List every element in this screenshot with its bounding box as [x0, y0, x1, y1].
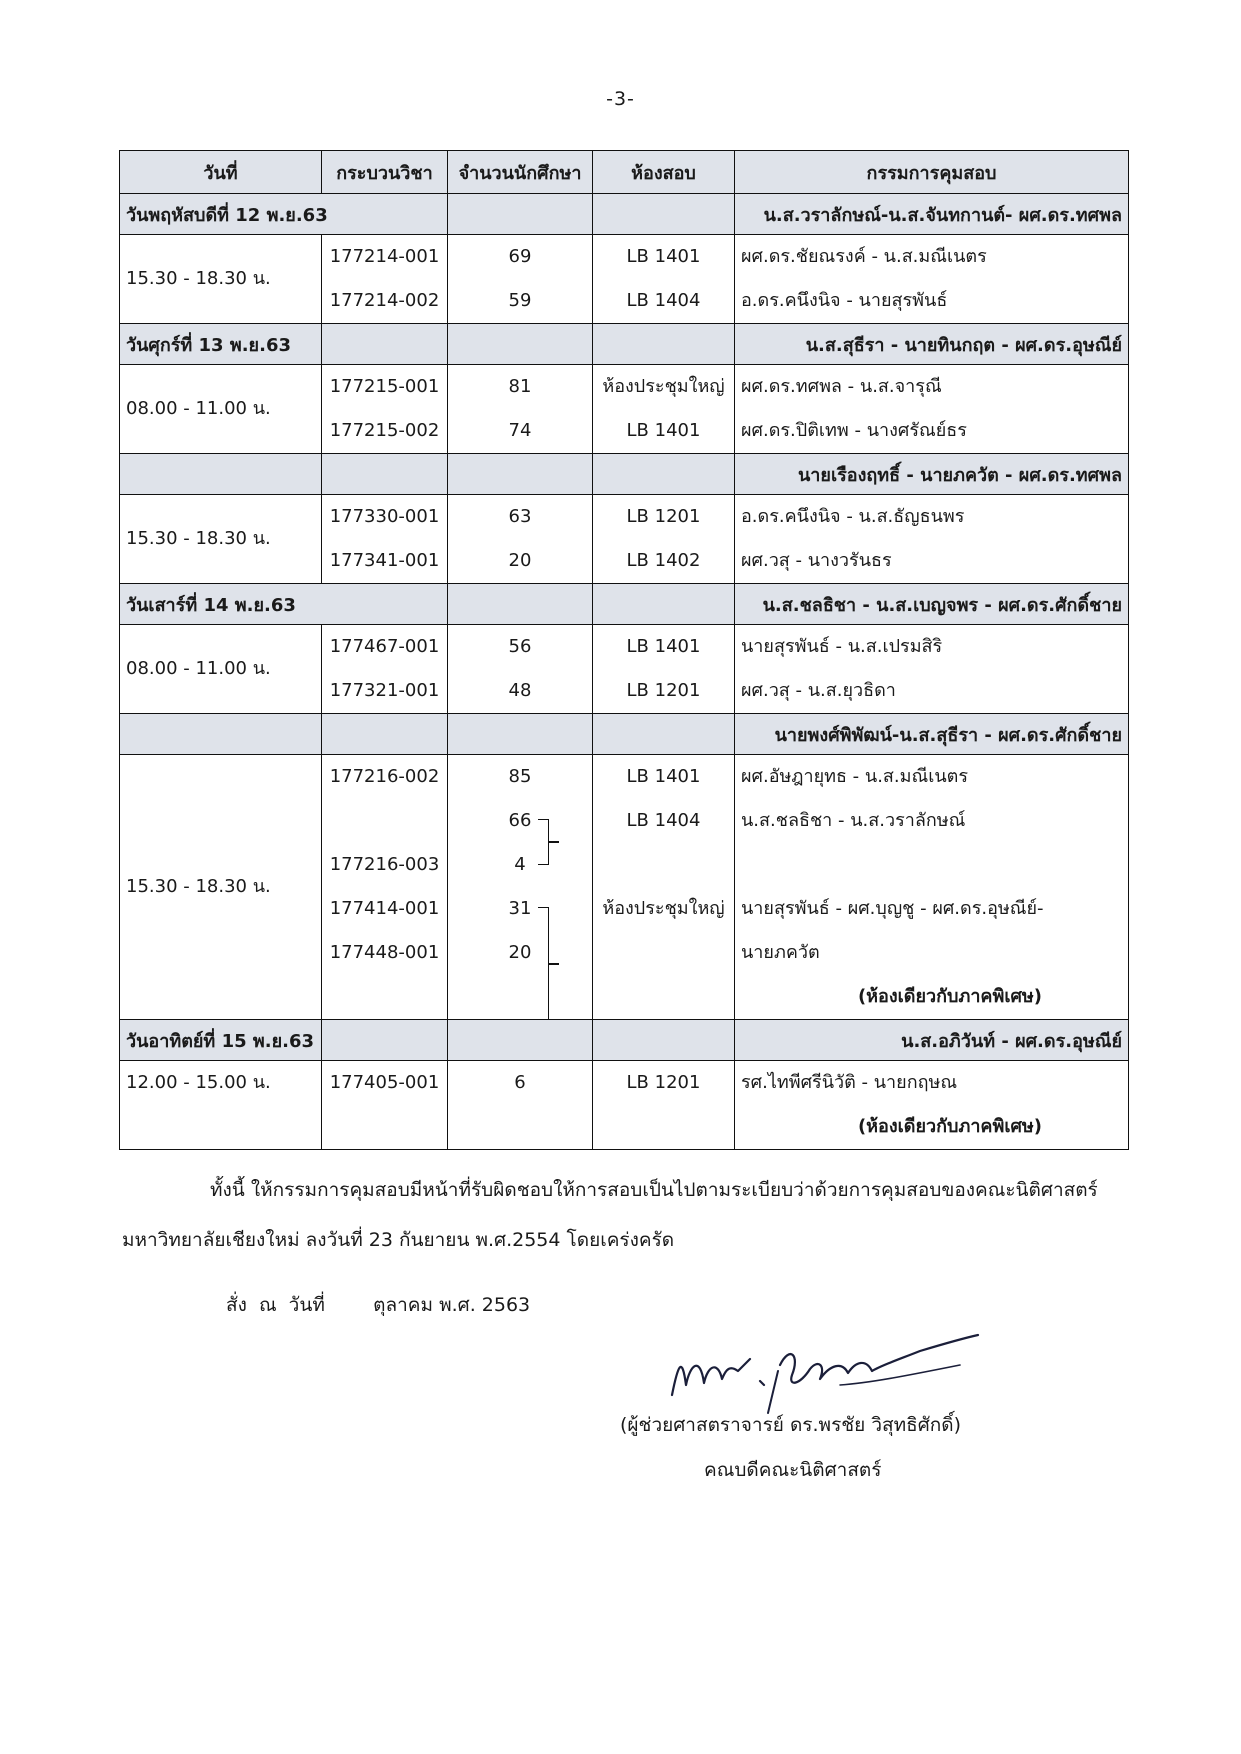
exam-room: ห้องประชุมใหญ่ [602, 898, 725, 919]
student-count: 59 [508, 290, 532, 311]
course-code [328, 799, 441, 843]
course-code: 177467-001 [329, 636, 440, 657]
proctor-names: นายสุรพันธ์ - ผศ.บุญชู - ผศ.ดร.อุษณีย์- [741, 898, 1044, 919]
instruction-paragraph-line1: ทั้งนี้ ให้กรรมการคุมสอบมีหน้าที่รับผิดชอบให้การสอบเป็นไปตามระเบียบว่าด้วยการคุมสอบของคณะนิติศาสตร์ [210, 1179, 1098, 1201]
exam-room [599, 931, 728, 975]
student-count: 20 [508, 942, 532, 963]
grouping-brace-tick [549, 841, 559, 843]
student-count: 4 [514, 854, 526, 875]
exam-room: LB 1201 [626, 506, 701, 527]
order-date: สั่ง ณ วันที่ ตุลาคม พ.ศ. 2563 [226, 1294, 531, 1316]
session-row [120, 235, 1129, 324]
session-time: 15.30 - 18.30 น. [126, 268, 271, 289]
proctor-note: (ห้องเดียวกับภาคพิเศษ) [857, 986, 1042, 1007]
committee-head: นายพงศ์พิพัฒน์-น.ส.สุธีรา - ผศ.ดร.ศักดิ์ชาย [735, 714, 1129, 755]
course-code: 177414-001 [329, 898, 440, 919]
exam-room: LB 1201 [626, 680, 701, 701]
committee-head: น.ส.สุธีรา - นายทินกฤต - ผศ.ดร.อุษณีย์ [735, 324, 1129, 365]
student-count: 63 [508, 506, 532, 527]
day-label: วันอาทิตย์ที่ 15 พ.ย.63 [120, 1020, 322, 1061]
proctor-names: นายภควัต [741, 942, 820, 963]
proctor-names: น.ส.ชลธิชา - น.ส.วราลักษณ์ [741, 810, 966, 831]
exam-room [599, 975, 728, 1019]
session-row [120, 1061, 1129, 1150]
committee-head: น.ส.ชลธิชา - น.ส.เบญจพร - ผศ.ดร.ศักดิ์ชาย [735, 584, 1129, 625]
day-label [120, 454, 322, 495]
instruction-paragraph-line2: มหาวิทยาลัยเชียงใหม่ ลงวันที่ 23 กันยายน พ.ศ.2554 โดยเคร่งครัด [122, 1229, 675, 1251]
student-count: 85 [508, 766, 532, 787]
proctor-names: ผศ.วสุ - น.ส.ยุวธิดา [741, 680, 896, 701]
signatory-position: คณบดีคณะนิติศาสตร์ [704, 1459, 882, 1481]
proctor-names: ผศ.ดร.ปิติเทพ - นางศรัณย์ธร [741, 420, 967, 441]
committee-head: นายเรืองฤทธิ์ - นายภควัต - ผศ.ดร.ทศพล [735, 454, 1129, 495]
proctor-names: ผศ.ดร.ชัยณรงค์ - น.ส.มณีเนตร [741, 246, 987, 267]
header-students: จำนวนนักศึกษา [448, 151, 593, 194]
exam-room [599, 1105, 728, 1149]
student-count: 74 [508, 420, 532, 441]
day-label: วันศุกร์ที่ 13 พ.ย.63 [120, 324, 322, 365]
session-row [120, 755, 1129, 1020]
header-date: วันที่ [120, 151, 322, 194]
student-count [454, 1105, 586, 1149]
session-row [120, 365, 1129, 454]
table-header-row [120, 151, 1129, 194]
day-row [120, 454, 1129, 495]
day-row [120, 584, 1129, 625]
session-row [120, 625, 1129, 714]
day-row [120, 324, 1129, 365]
proctor-note: (ห้องเดียวกับภาคพิเศษ) [857, 1116, 1042, 1137]
handwritten-signature [660, 1325, 980, 1415]
header-course: กระบวนวิชา [322, 151, 448, 194]
day-row [120, 714, 1129, 755]
exam-room: LB 1401 [626, 766, 701, 787]
course-code: 177214-002 [329, 290, 440, 311]
session-time: 08.00 - 11.00 น. [126, 658, 271, 679]
course-code: 177448-001 [329, 942, 440, 963]
course-code: 177215-002 [329, 420, 440, 441]
exam-room: LB 1401 [626, 246, 701, 267]
header-committee: กรรมการคุมสอบ [735, 151, 1129, 194]
exam-room: LB 1401 [626, 636, 701, 657]
student-count: 69 [508, 246, 532, 267]
session-row [120, 495, 1129, 584]
session-time: 15.30 - 18.30 น. [126, 876, 271, 897]
proctor-names: อ.ดร.คนึงนิจ - น.ส.ธัญธนพร [741, 506, 965, 527]
course-code: 177215-001 [329, 376, 440, 397]
exam-room: ห้องประชุมใหญ่ [602, 376, 725, 397]
exam-room [599, 843, 728, 887]
page-number: -3- [606, 88, 635, 110]
session-time: 12.00 - 15.00 น. [126, 1072, 271, 1093]
course-code: 177341-001 [329, 550, 440, 571]
student-count [454, 975, 586, 1019]
proctor-names [741, 843, 1122, 887]
grouping-brace [538, 819, 549, 865]
proctor-names: นายสุรพันธ์ - น.ส.เปรมสิริ [741, 636, 943, 657]
course-code [328, 975, 441, 1019]
proctor-names: ผศ.อัษฎายุทธ - น.ส.มณีเนตร [741, 766, 969, 787]
student-count: 6 [514, 1072, 526, 1093]
student-count: 66 [508, 810, 532, 831]
course-code: 177214-001 [329, 246, 440, 267]
course-code: 177330-001 [329, 506, 440, 527]
exam-room: LB 1402 [626, 550, 701, 571]
day-label: วันเสาร์ที่ 14 พ.ย.63 [120, 584, 448, 625]
exam-room: LB 1401 [626, 420, 701, 441]
exam-room: LB 1201 [626, 1072, 701, 1093]
student-count: 56 [508, 636, 532, 657]
course-code: 177216-002 [329, 766, 440, 787]
student-count: 20 [508, 550, 532, 571]
day-label [120, 714, 322, 755]
student-count: 31 [508, 898, 532, 919]
proctor-names: ผศ.วสุ - นางวรันธร [741, 550, 892, 571]
course-code: 177405-001 [329, 1072, 440, 1093]
committee-head: น.ส.อภิวันท์ - ผศ.ดร.อุษณีย์ [735, 1020, 1129, 1061]
session-time: 08.00 - 11.00 น. [126, 398, 271, 419]
proctor-names: รศ.ไทพีศรีนิวัติ - นายกฤษณ [741, 1072, 958, 1093]
exam-room: LB 1404 [626, 290, 701, 311]
day-label: วันพฤหัสบดีที่ 12 พ.ย.63 [120, 194, 448, 235]
header-room: ห้องสอบ [593, 151, 735, 194]
exam-room: LB 1404 [626, 810, 701, 831]
course-code: 177321-001 [329, 680, 440, 701]
grouping-brace [538, 907, 549, 1020]
day-row [120, 194, 1129, 235]
exam-schedule-table [119, 150, 1129, 1150]
student-count: 81 [508, 376, 532, 397]
proctor-names: ผศ.ดร.ทศพล - น.ส.จารุณี [741, 376, 942, 397]
committee-head: น.ส.วราลักษณ์-น.ส.จันทกานต์- ผศ.ดร.ทศพล [735, 194, 1129, 235]
grouping-brace-tick [549, 963, 559, 965]
course-code: 177216-003 [329, 854, 440, 875]
course-code [328, 1105, 441, 1149]
signatory-name: (ผู้ช่วยศาสตราจารย์ ดร.พรชัย วิสุทธิศักดิ์) [620, 1414, 962, 1436]
proctor-names: อ.ดร.คนึงนิจ - นายสุรพันธ์ [741, 290, 948, 311]
day-row [120, 1020, 1129, 1061]
session-time: 15.30 - 18.30 น. [126, 528, 271, 549]
student-count: 48 [508, 680, 532, 701]
